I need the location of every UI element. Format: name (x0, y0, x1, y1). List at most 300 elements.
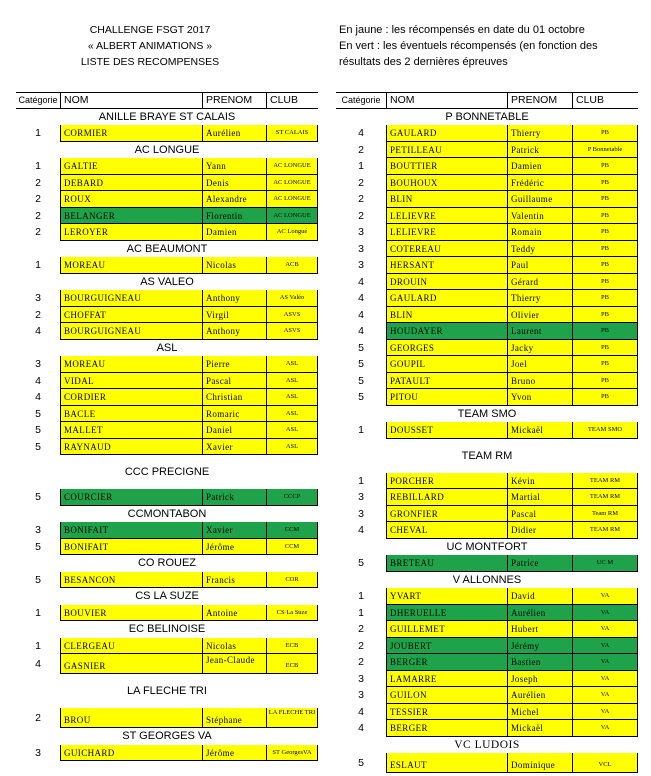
category-cell: 4 (35, 658, 41, 670)
club-group-heading: AS VALEO (140, 275, 194, 288)
table-row (16, 406, 318, 423)
club-cell: VA (572, 720, 638, 737)
club-cell: AC Longué (266, 224, 318, 241)
nom-cell: BRETEAU (386, 555, 507, 572)
table-row (16, 191, 318, 208)
club-cell: PB (572, 274, 638, 291)
table-row (336, 605, 638, 622)
category-cell: 4 (35, 325, 41, 337)
nom-cell: PORCHER (386, 473, 507, 490)
table-row (336, 753, 638, 773)
column-header-prenom: PRENOM (507, 93, 572, 108)
category-cell: 4 (358, 722, 364, 734)
category-cell: 2 (358, 209, 364, 222)
prenom-cell: Nicolas (202, 638, 266, 655)
prenom-cell: Hubert (507, 621, 572, 638)
prenom-cell: Gérard (507, 274, 572, 291)
club-cell: PB (572, 290, 638, 307)
category-cell: 2 (35, 209, 41, 222)
nom-cell: BERGER (386, 654, 507, 671)
category-cell: 1 (35, 127, 41, 139)
club-cell: AS Valéo (266, 290, 318, 307)
prenom-cell: Teddy (507, 241, 572, 258)
club-cell: VA (572, 704, 638, 721)
category-cell: 4 (35, 374, 41, 387)
nom-cell: BONIFAIT (60, 522, 202, 539)
prenom-cell: Jérôme (202, 745, 266, 762)
category-cell: 5 (35, 491, 41, 503)
club-cell: PB (572, 323, 638, 340)
table-row (16, 125, 318, 142)
prenom-cell: Pascal (507, 506, 572, 523)
prenom-cell: Florentin (202, 208, 266, 225)
category-cell: 3 (358, 226, 364, 238)
category-cell: 3 (35, 524, 41, 536)
prenom-cell: Christian (202, 389, 266, 406)
prenom-cell: David (507, 588, 572, 605)
table-row (16, 708, 318, 728)
category-cell: 5 (35, 440, 41, 453)
table-row (336, 158, 638, 175)
nom-cell: RAYNAUD (60, 439, 202, 456)
club-group-heading: ASL (156, 341, 178, 354)
club-cell: VA (572, 671, 638, 688)
table-row (16, 224, 318, 241)
nom-cell: MALLET (60, 422, 202, 439)
prenom-cell: Romaric (202, 406, 266, 423)
column-header-category: Catégorie (341, 95, 381, 105)
nom-cell: TESSIER (386, 704, 507, 721)
club-cell: PB (572, 373, 638, 390)
prenom-cell: Damien (507, 158, 572, 175)
nom-cell: PETILLEAU (386, 142, 507, 159)
category-cell: 4 (358, 325, 364, 337)
row-divider (386, 772, 638, 773)
prenom-cell: Guillaume (507, 191, 572, 208)
club-cell: ACB (266, 257, 318, 274)
nom-cell: GRONFIER (386, 506, 507, 523)
nom-cell: GALTIE (60, 158, 202, 175)
table-row (336, 704, 638, 721)
table-row (16, 356, 318, 373)
table-row (16, 323, 318, 340)
nom-cell: GAULARD (386, 290, 507, 307)
prenom-cell: Pascal (202, 373, 266, 390)
category-cell: 1 (35, 259, 41, 271)
prenom-cell: Alexandre (202, 191, 266, 208)
prenom-cell: Nicolas (202, 257, 266, 274)
club-cell: PB (572, 307, 638, 324)
nom-cell: GEORGES (386, 340, 507, 357)
table-row (16, 439, 318, 456)
table-row (16, 208, 318, 225)
club-cell: PB (572, 340, 638, 357)
table-row (336, 257, 638, 274)
title-line: LISTE DES RECOMPENSES (80, 56, 220, 68)
club-cell: PB (572, 208, 638, 225)
club-cell: TEAM SMO (572, 422, 638, 439)
nom-cell: BESANCON (60, 572, 202, 589)
table-row (16, 654, 318, 674)
nom-cell: DHERUELLE (386, 605, 507, 622)
table-row (336, 671, 638, 688)
category-cell: 4 (35, 391, 41, 403)
prenom-cell: Bruno (507, 373, 572, 390)
club-cell: TEAM RM (572, 522, 638, 539)
prenom-cell: Joseph (507, 671, 572, 688)
table-row (336, 489, 638, 506)
table-row (336, 422, 638, 439)
table-header-row (336, 92, 638, 109)
nom-cell: BONIFAIT (60, 539, 202, 556)
rewards-table-right (336, 92, 638, 773)
club-cell: ASL (266, 356, 318, 373)
nom-cell: HOUDAYER (386, 323, 507, 340)
prenom-cell: Mickaël (507, 720, 572, 737)
category-cell: 1 (35, 160, 41, 172)
club-cell: CS La Suze (266, 605, 318, 622)
table-header-row (16, 92, 318, 109)
category-cell: 3 (35, 746, 41, 759)
table-row (16, 158, 318, 175)
nom-cell: BOUTTIER (386, 158, 507, 175)
prenom-cell: Stéphane (202, 708, 266, 728)
category-cell: 3 (358, 689, 364, 701)
table-row (336, 142, 638, 159)
nom-cell: DROUIN (386, 274, 507, 291)
club-cell: TEAM RM (572, 473, 638, 490)
nom-cell: GASNIER (60, 654, 202, 674)
nom-cell: PATAULT (386, 373, 507, 390)
prenom-cell: Romain (507, 224, 572, 241)
table-row (336, 588, 638, 605)
nom-cell: VIDAL (60, 373, 202, 390)
club-cell: PB (572, 356, 638, 373)
category-cell: 1 (358, 474, 364, 487)
nom-cell: DOUSSET (386, 422, 507, 439)
prenom-cell: Aurélien (507, 687, 572, 704)
nom-cell: BOUHOUX (386, 175, 507, 192)
prenom-cell: Joel (507, 356, 572, 373)
club-cell: Team RM (572, 506, 638, 523)
club-cell: AC LONGUE (266, 175, 318, 192)
nom-cell: HERSANT (386, 257, 507, 274)
legend-line: En jaune : les récompensés en date du 01 octobre (339, 24, 585, 36)
column-header-category: Catégorie (18, 95, 58, 105)
table-row (336, 323, 638, 340)
nom-cell: CHOFFAT (60, 307, 202, 324)
prenom-cell: Francis (202, 572, 266, 589)
prenom-cell: Patrick (202, 489, 266, 506)
prenom-cell: Virgil (202, 307, 266, 324)
nom-cell: BOURGUIGNEAU (60, 290, 202, 307)
title-line: « ALBERT ANIMATIONS » (87, 40, 213, 52)
category-cell: 1 (358, 606, 364, 619)
club-cell: AC LONGUE (266, 191, 318, 208)
nom-cell: GAULARD (386, 125, 507, 142)
prenom-cell: Thierry (507, 125, 572, 142)
nom-cell: BOURGUIGNEAU (60, 323, 202, 340)
table-row (336, 687, 638, 704)
nom-cell: BLIN (386, 307, 507, 324)
nom-cell: GOUPIL (386, 356, 507, 373)
table-row (336, 720, 638, 737)
club-cell: P Bonnetable (572, 142, 638, 159)
club-group-heading: VC LUDOIS (454, 738, 520, 751)
category-cell: 5 (358, 341, 364, 354)
nom-cell: LELIEVRE (386, 208, 507, 225)
category-cell: 2 (358, 193, 364, 205)
club-cell: ASVS (266, 307, 318, 324)
prenom-cell: Pierre (202, 356, 266, 373)
category-cell: 2 (358, 639, 364, 652)
club-group-heading: P BONNETABLE (445, 110, 529, 123)
nom-cell: PITOU (386, 389, 507, 406)
prenom-cell: Kévin (507, 473, 572, 490)
club-group-heading: TEAM RM (461, 449, 513, 462)
nom-cell: CLERGEAU (60, 638, 202, 655)
prenom-cell: Patrice (507, 555, 572, 572)
prenom-cell: Patrick (507, 142, 572, 159)
prenom-cell: Valentin (507, 208, 572, 225)
nom-cell: CORDIER (60, 389, 202, 406)
table-row (16, 175, 318, 192)
club-group-heading: CCMONTABON (127, 507, 207, 520)
club-group-heading: AC BEAUMONT (126, 242, 208, 255)
club-group-heading: EC BELINOISE (128, 623, 206, 635)
table-row (336, 373, 638, 390)
club-cell: VA (572, 638, 638, 655)
prenom-cell: Didier (507, 522, 572, 539)
category-cell: 3 (35, 292, 41, 304)
club-cell: ECB (266, 654, 318, 674)
club-cell: PB (572, 389, 638, 406)
club-cell: ST GeorgesVA (266, 745, 318, 762)
club-cell: PB (572, 158, 638, 175)
table-row (16, 422, 318, 439)
category-cell: 5 (35, 407, 41, 420)
table-row (336, 473, 638, 490)
nom-cell: LELIEVRE (386, 224, 507, 241)
nom-cell: ESLAUT (386, 753, 507, 773)
prenom-cell: Anthony (202, 323, 266, 340)
nom-cell: BROU (60, 708, 202, 728)
category-cell: 5 (35, 424, 41, 436)
table-row (336, 307, 638, 324)
club-cell: PB (572, 175, 638, 192)
prenom-cell: Xavier (202, 439, 266, 456)
prenom-cell: Xavier (202, 522, 266, 539)
category-cell: 2 (35, 193, 41, 205)
club-group-heading: LA FLECHE TRI (127, 685, 207, 697)
category-cell: 2 (358, 656, 364, 668)
table-row (16, 522, 318, 539)
category-cell: 4 (358, 308, 364, 321)
table-row (336, 389, 638, 406)
category-cell: 2 (358, 143, 364, 156)
table-row (16, 745, 318, 762)
nom-cell: MOREAU (60, 356, 202, 373)
club-cell: ASL (266, 406, 318, 423)
club-group-heading: AC LONGUE (134, 143, 200, 156)
nom-cell: YVART (386, 588, 507, 605)
prenom-cell: Laurent (507, 323, 572, 340)
table-row (16, 605, 318, 622)
club-cell: CCM (266, 522, 318, 539)
nom-cell: MOREAU (60, 257, 202, 274)
club-cell: VA (572, 605, 638, 622)
club-group-heading: CCC PRECIGNE (124, 466, 210, 478)
club-group-heading: V ALLONNES (452, 573, 522, 586)
category-cell: 2 (35, 308, 41, 321)
table-row (336, 208, 638, 225)
table-row (336, 224, 638, 241)
column-header-nom: NOM (60, 93, 202, 108)
table-row (336, 654, 638, 671)
nom-cell: GUILLEMET (386, 621, 507, 638)
table-row (336, 191, 638, 208)
category-cell: 4 (358, 705, 364, 718)
category-cell: 5 (35, 540, 41, 553)
prenom-cell: Denis (202, 175, 266, 192)
club-cell: ST CALAIS (266, 125, 318, 142)
nom-cell: DEBARD (60, 175, 202, 192)
club-cell: VA (572, 687, 638, 704)
club-cell: ASL (266, 439, 318, 456)
club-cell: ASL (266, 389, 318, 406)
club-group-heading: ANILLE BRAYE ST CALAIS (98, 110, 236, 123)
category-cell: 5 (358, 374, 364, 387)
table-row (336, 356, 638, 373)
club-cell: PB (572, 125, 638, 142)
table-row (16, 539, 318, 556)
nom-cell: COTEREAU (386, 241, 507, 258)
table-row (336, 621, 638, 638)
table-row (336, 638, 638, 655)
category-cell: 5 (358, 391, 364, 403)
prenom-cell: Anthony (202, 290, 266, 307)
nom-cell: BERGER (386, 720, 507, 737)
color-legend (339, 22, 649, 70)
table-row (16, 389, 318, 406)
club-cell: PB (572, 191, 638, 208)
category-cell: 2 (35, 712, 41, 724)
category-cell: 4 (358, 292, 364, 304)
club-cell: UC M (572, 555, 638, 572)
category-cell: 2 (358, 176, 364, 189)
category-cell: 2 (35, 176, 41, 189)
club-cell: COR (266, 572, 318, 589)
table-row (336, 290, 638, 307)
category-cell: 3 (358, 259, 364, 271)
category-cell: 3 (358, 507, 364, 520)
prenom-cell: Yvon (507, 389, 572, 406)
club-group-heading: CO ROUEZ (137, 557, 197, 569)
category-cell: 1 (358, 160, 364, 172)
prenom-cell: Aurélien (507, 605, 572, 622)
category-cell: 3 (358, 491, 364, 503)
club-cell: PB (572, 241, 638, 258)
column-header-club: CLUB (266, 93, 318, 108)
club-group-heading: CS LA SUZE (135, 590, 199, 602)
document-title (30, 22, 270, 70)
title-line: CHALLENGE FSGT 2017 (89, 24, 211, 36)
prenom-cell: Antoine (202, 605, 266, 622)
prenom-cell: Aurélien (202, 125, 266, 142)
table-row (336, 555, 638, 572)
table-row (16, 638, 318, 655)
category-cell: 1 (358, 590, 364, 602)
category-cell: 1 (35, 606, 41, 619)
club-cell: TEAM RM (572, 489, 638, 506)
club-cell: PB (572, 224, 638, 241)
nom-cell: BLIN (386, 191, 507, 208)
legend-line: En vert : les éventuels récompensés (en fonction des (339, 40, 598, 52)
prenom-cell: Thierry (507, 290, 572, 307)
category-cell: 2 (35, 226, 41, 238)
prenom-cell: Yann (202, 158, 266, 175)
prenom-cell: Frédéric (507, 175, 572, 192)
prenom-cell: Bastien (507, 654, 572, 671)
nom-cell: GUICHARD (60, 745, 202, 762)
nom-cell: CORMIER (60, 125, 202, 142)
table-row (336, 340, 638, 357)
nom-cell: BOUVIER (60, 605, 202, 622)
category-cell: 5 (358, 757, 364, 769)
prenom-cell: Jérôme (202, 539, 266, 556)
club-group-heading: ST GEORGES VA (122, 730, 212, 742)
club-cell: ASVS (266, 323, 318, 340)
table-row (336, 175, 638, 192)
category-cell: 3 (35, 358, 41, 370)
nom-cell: JOUBERT (386, 638, 507, 655)
club-group-heading: UC MONTFORT (446, 540, 528, 553)
table-row (16, 257, 318, 274)
category-cell: 4 (358, 127, 364, 139)
prenom-cell: Jacky (507, 340, 572, 357)
column-header-club: CLUB (572, 93, 638, 108)
table-row (16, 290, 318, 307)
table-row (336, 274, 638, 291)
club-cell: ECB (266, 638, 318, 655)
prenom-cell: Mickaël (507, 422, 572, 439)
prenom-cell: Martial (507, 489, 572, 506)
club-group-heading: TEAM SMO (457, 407, 517, 420)
category-cell: 3 (358, 242, 364, 255)
club-cell: VA (572, 621, 638, 638)
nom-cell: GUILON (386, 687, 507, 704)
nom-cell: COURCIER (60, 489, 202, 506)
prenom-cell: Damien (202, 224, 266, 241)
prenom-cell: Michel (507, 704, 572, 721)
category-cell: 3 (358, 672, 364, 685)
club-cell: VA (572, 588, 638, 605)
category-cell: 4 (358, 275, 364, 288)
club-cell: PB (572, 257, 638, 274)
club-cell: VCL (572, 753, 638, 773)
category-cell: 4 (358, 524, 364, 536)
table-row (336, 506, 638, 523)
nom-cell: CHEVAL (386, 522, 507, 539)
nom-cell: REBILLARD (386, 489, 507, 506)
column-header-prenom: PRENOM (202, 93, 266, 108)
nom-cell: BELANGER (60, 208, 202, 225)
category-cell: 1 (35, 639, 41, 652)
table-row (336, 522, 638, 539)
nom-cell: LAMARRE (386, 671, 507, 688)
club-cell: VA (572, 654, 638, 671)
row-divider (60, 760, 318, 761)
